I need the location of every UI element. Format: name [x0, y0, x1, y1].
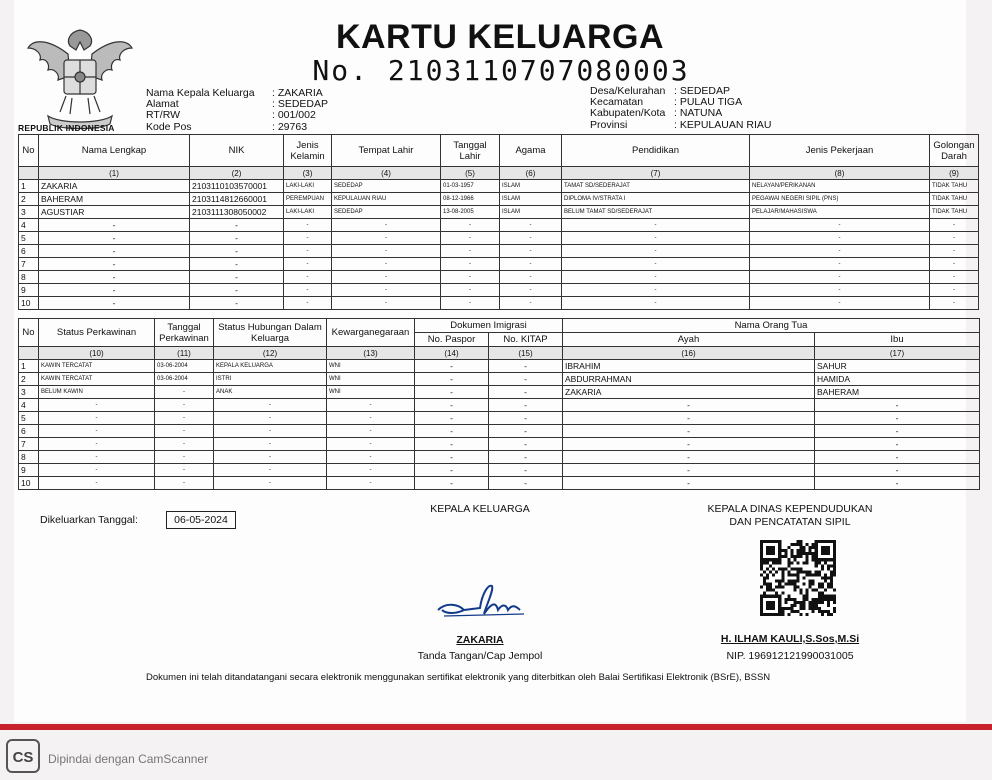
table-cell: - [489, 386, 563, 399]
table-cell: - [332, 284, 441, 297]
row-number: 10 [19, 477, 39, 490]
official-nip: NIP. 196912121990031005 [726, 650, 854, 662]
table-cell: SAHUR [815, 360, 980, 373]
table-row [19, 232, 979, 245]
table-row [19, 399, 980, 412]
field-value: : NATUNA [674, 107, 723, 120]
garuda-emblem-icon [20, 20, 140, 132]
table-cell: - [332, 271, 441, 284]
row-number: 6 [19, 245, 39, 258]
table-cell: - [815, 451, 980, 464]
table-cell: - [39, 399, 155, 412]
table-cell: LAKI-LAKI [284, 180, 332, 193]
table-cell: KEPULAUAN RIAU [332, 193, 441, 206]
field-label: Nama Kepala Keluarga [146, 87, 255, 99]
row-number: 7 [19, 258, 39, 271]
table-row [19, 360, 980, 373]
table-cell: - [39, 412, 155, 425]
field-value: : SEDEDAP [272, 98, 329, 111]
table-cell: ZAKARIA [39, 180, 190, 193]
table-cell: - [441, 297, 500, 310]
family-status-table [18, 318, 980, 490]
table-header-row [19, 135, 979, 167]
table-cell: - [415, 399, 489, 412]
electronic-signature-note: Dokumen ini telah ditandatangani secara elektronik menggunakan sertifikat elektronik yang diterbitkan oleh Balai Sertifikasi Elektronik (BSrE), BSSN [146, 672, 771, 683]
table-cell: WNI [327, 360, 415, 373]
column-header: Tanggal Lahir [441, 135, 500, 167]
official-name: H. ILHAM KAULI,S.Sos,M.Si [720, 633, 860, 645]
column-header: No. Paspor [415, 333, 489, 347]
field-value: : KEPULAUAN RIAU [674, 118, 772, 131]
column-index: (12) [214, 347, 327, 360]
header-field [146, 122, 328, 133]
table-row [19, 412, 980, 425]
row-number: 2 [19, 373, 39, 386]
table-cell: - [815, 399, 980, 412]
table-cell: - [284, 271, 332, 284]
table-cell: - [489, 477, 563, 490]
table-cell: PELAJAR/MAHASISWA [750, 206, 930, 219]
table-cell: LAKI-LAKI [284, 206, 332, 219]
header-field [146, 110, 328, 121]
table-cell: PEGAWAI NEGERI SIPIL (PNS) [750, 193, 930, 206]
document-title: KARTU KELUARGA [335, 18, 665, 56]
table-cell: - [155, 399, 214, 412]
table-cell: - [562, 219, 750, 232]
document-number: No. 2103110707080003 [312, 54, 690, 87]
row-number: 2 [19, 193, 39, 206]
table-cell: - [327, 399, 415, 412]
table-cell: - [930, 284, 979, 297]
head-name: ZAKARIA [456, 634, 504, 646]
column-index: (8) [750, 167, 930, 180]
header-left [146, 88, 328, 133]
row-number: 4 [19, 219, 39, 232]
table-cell: - [489, 360, 563, 373]
table-cell: DIPLOMA IV/STRATA I [562, 193, 750, 206]
table-row [19, 206, 979, 219]
table-cell: - [284, 297, 332, 310]
table-cell: - [190, 219, 284, 232]
column-header: Kewarganegaraan [327, 319, 415, 347]
table-cell: - [415, 464, 489, 477]
table-cell: - [441, 271, 500, 284]
column-header: Nama Lengkap [39, 135, 190, 167]
row-number: 10 [19, 297, 39, 310]
table-cell: - [562, 271, 750, 284]
table-cell: ISLAM [500, 206, 562, 219]
table-cell: - [190, 245, 284, 258]
table-cell: - [190, 297, 284, 310]
table-cell: - [332, 219, 441, 232]
table-row [19, 373, 980, 386]
table-cell: - [750, 245, 930, 258]
row-number: 1 [19, 180, 39, 193]
table-cell: - [190, 284, 284, 297]
table-cell: - [500, 284, 562, 297]
signature-icon [436, 580, 532, 626]
column-header: Tanggal Perkawinan [155, 319, 214, 347]
table-cell: - [489, 438, 563, 451]
issued-label: Dikeluarkan Tanggal: [40, 514, 138, 526]
table-cell: - [415, 451, 489, 464]
table-cell: - [190, 258, 284, 271]
table-cell: KAWIN TERCATAT [39, 373, 155, 386]
column-header: Nama Orang Tua [563, 319, 980, 333]
table-cell: 03-06-2004 [155, 360, 214, 373]
table-cell: 03-06-2004 [155, 373, 214, 386]
table-cell: 2103111308050002 [190, 206, 284, 219]
column-header: Pendidikan [562, 135, 750, 167]
table-row [19, 297, 979, 310]
table-cell: - [489, 464, 563, 477]
table-cell: - [562, 297, 750, 310]
table-cell: HAMIDA [815, 373, 980, 386]
table-row [19, 245, 979, 258]
table-cell: - [563, 477, 815, 490]
table-cell: - [155, 386, 214, 399]
field-value: : 001/002 [272, 109, 316, 122]
table-cell: - [39, 464, 155, 477]
field-label: Kecamatan [590, 96, 644, 109]
column-index: (3) [284, 167, 332, 180]
table-cell: - [214, 399, 327, 412]
table-cell: 2103110103570001 [190, 180, 284, 193]
table-cell: - [489, 451, 563, 464]
table-row [19, 219, 979, 232]
table-cell: - [39, 425, 155, 438]
table-cell: - [214, 451, 327, 464]
table-cell: - [441, 232, 500, 245]
table-row [19, 438, 980, 451]
column-index: (13) [327, 347, 415, 360]
row-number: 3 [19, 386, 39, 399]
column-index: (2) [190, 167, 284, 180]
table-cell: BAHERAM [39, 193, 190, 206]
table-cell: - [441, 284, 500, 297]
column-index: (7) [562, 167, 750, 180]
official-title-line2: DAN PENCATATAN SIPIL [729, 516, 851, 528]
table-cell: NELAYAN/PERIKANAN [750, 180, 930, 193]
table-cell: - [284, 245, 332, 258]
column-index: (14) [415, 347, 489, 360]
table-cell: - [750, 258, 930, 271]
scan-edge-strip [0, 724, 992, 730]
table-cell: - [39, 438, 155, 451]
column-header: Ayah [563, 333, 815, 347]
column-header: Tempat Lahir [332, 135, 441, 167]
table-cell: - [39, 219, 190, 232]
table-cell: - [415, 412, 489, 425]
column-index: (5) [441, 167, 500, 180]
table-cell: - [930, 219, 979, 232]
table-cell: - [327, 412, 415, 425]
table-cell: WNI [327, 373, 415, 386]
table-cell: - [39, 232, 190, 245]
table-row [19, 464, 980, 477]
field-value: : 29763 [272, 120, 308, 133]
row-number: 9 [19, 464, 39, 477]
issued-date: 06-05-2024 [166, 511, 236, 529]
header-field [590, 108, 771, 119]
table-cell: - [332, 232, 441, 245]
table-cell: - [39, 245, 190, 258]
table-cell: BELUM KAWIN [39, 386, 155, 399]
table-cell: - [214, 464, 327, 477]
table-cell: - [563, 412, 815, 425]
table-cell: - [750, 297, 930, 310]
column-header: Jenis Pekerjaan [750, 135, 930, 167]
table-cell: - [563, 451, 815, 464]
table-cell: TIDAK TAHU [930, 206, 979, 219]
table-cell: ISLAM [500, 193, 562, 206]
table-cell: TIDAK TAHU [930, 180, 979, 193]
column-index: (9) [930, 167, 979, 180]
table-cell: 13-08-2005 [441, 206, 500, 219]
table-cell: - [750, 284, 930, 297]
table-cell: ZAKARIA [563, 386, 815, 399]
field-value: : ZAKARIA [272, 87, 323, 99]
table-row [19, 477, 980, 490]
table-cell: - [415, 477, 489, 490]
table-cell: - [563, 464, 815, 477]
column-index: (1) [39, 167, 190, 180]
table-cell: - [815, 477, 980, 490]
table-cell: - [500, 297, 562, 310]
table-cell: - [815, 438, 980, 451]
table-cell: 08-12-1966 [441, 193, 500, 206]
table-cell: - [489, 425, 563, 438]
header-field [590, 120, 771, 131]
table-cell: SEDEDAP [332, 206, 441, 219]
table-cell: - [415, 438, 489, 451]
field-value: : PULAU TIGA [674, 96, 743, 109]
column-index-row [19, 347, 980, 360]
column-header: Jenis Kelamin [284, 135, 332, 167]
table-cell: - [214, 477, 327, 490]
emblem-caption: REPUBLIK INDONESIA [18, 123, 115, 133]
table-cell: KAWIN TERCATAT [39, 360, 155, 373]
table-cell: BAHERAM [815, 386, 980, 399]
table-cell: WNI [327, 386, 415, 399]
table-cell: 2103114812660001 [190, 193, 284, 206]
table-cell: - [39, 258, 190, 271]
table-cell: - [190, 271, 284, 284]
table-cell: - [441, 219, 500, 232]
table-cell: - [500, 219, 562, 232]
table-cell: KEPALA KELUARGA [214, 360, 327, 373]
field-label: Kode Pos [146, 120, 192, 133]
table-cell: - [327, 477, 415, 490]
table-cell: - [155, 425, 214, 438]
head-signature-title: KEPALA KELUARGA [430, 503, 530, 515]
table-cell: - [489, 412, 563, 425]
field-label: Desa/Kelurahan [590, 85, 666, 97]
table-cell: - [214, 438, 327, 451]
column-index: (4) [332, 167, 441, 180]
table-cell: - [39, 477, 155, 490]
table-cell: - [489, 373, 563, 386]
table-row [19, 284, 979, 297]
column-header: Ibu [815, 333, 980, 347]
table-cell: ANAK [214, 386, 327, 399]
table-cell: - [39, 297, 190, 310]
field-label: Kabupaten/Kota [590, 107, 666, 120]
table-cell: ISLAM [500, 180, 562, 193]
table-cell: - [155, 477, 214, 490]
column-header: Status Hubungan Dalam Keluarga [214, 319, 327, 347]
column-header: NIK [190, 135, 284, 167]
field-label: Alamat [146, 98, 179, 111]
table-row [19, 386, 980, 399]
column-header: Status Perkawinan [39, 319, 155, 347]
table-cell: - [500, 245, 562, 258]
table-cell: ABDURRAHMAN [563, 373, 815, 386]
table-cell: IBRAHIM [563, 360, 815, 373]
table-cell: - [750, 271, 930, 284]
column-header: No [19, 319, 39, 347]
table-cell: - [155, 412, 214, 425]
column-header: Dokumen Imigrasi [415, 319, 563, 333]
column-index [19, 167, 39, 180]
table-cell: - [562, 284, 750, 297]
table-row [19, 193, 979, 206]
table-cell: - [415, 386, 489, 399]
table-cell: SEDEDAP [332, 180, 441, 193]
table-cell: - [930, 258, 979, 271]
table-cell: - [284, 219, 332, 232]
table-cell: 01-03-1957 [441, 180, 500, 193]
row-number: 4 [19, 399, 39, 412]
table-cell: - [327, 464, 415, 477]
column-header: Golongan Darah [930, 135, 979, 167]
table-cell: - [562, 245, 750, 258]
official-title-line1: KEPALA DINAS KEPENDUDUKAN [707, 503, 873, 515]
table-cell: - [155, 438, 214, 451]
table-cell: - [415, 360, 489, 373]
table-cell: BELUM TAMAT SD/SEDERAJAT [562, 206, 750, 219]
table-cell: TIDAK TAHU [930, 193, 979, 206]
table-cell: - [327, 438, 415, 451]
row-number: 8 [19, 271, 39, 284]
table-cell: - [327, 451, 415, 464]
table-cell: - [214, 425, 327, 438]
row-number: 6 [19, 425, 39, 438]
qr-code-icon [760, 540, 836, 616]
row-number: 8 [19, 451, 39, 464]
table-cell: TAMAT SD/SEDERAJAT [562, 180, 750, 193]
row-number: 5 [19, 412, 39, 425]
column-index: (15) [489, 347, 563, 360]
table-cell: - [930, 271, 979, 284]
table-cell: - [39, 271, 190, 284]
column-index: (17) [815, 347, 980, 360]
table-row [19, 180, 979, 193]
table-header-row [19, 319, 980, 333]
table-cell: - [489, 399, 563, 412]
row-number: 3 [19, 206, 39, 219]
row-number: 9 [19, 284, 39, 297]
table-cell: - [750, 232, 930, 245]
camscanner-logo-icon: CS [6, 739, 40, 773]
table-cell: - [39, 451, 155, 464]
table-cell: - [190, 232, 284, 245]
table-cell: - [327, 425, 415, 438]
table-cell: - [332, 245, 441, 258]
field-label: Provinsi [590, 118, 628, 131]
table-cell: - [563, 399, 815, 412]
table-cell: - [332, 297, 441, 310]
field-label: RT/RW [146, 109, 181, 122]
column-index: (11) [155, 347, 214, 360]
table-cell: PEREMPUAN [284, 193, 332, 206]
table-cell: - [750, 219, 930, 232]
table-cell: - [562, 232, 750, 245]
head-caption: Tanda Tangan/Cap Jempol [417, 650, 543, 662]
table-row [19, 271, 979, 284]
table-cell: AGUSTIAR [39, 206, 190, 219]
table-cell: - [39, 284, 190, 297]
table-cell: - [155, 464, 214, 477]
table-cell: - [930, 297, 979, 310]
table-cell: - [415, 373, 489, 386]
header-right [590, 86, 771, 131]
table-cell: - [930, 232, 979, 245]
table-cell: - [214, 412, 327, 425]
column-header: No [19, 135, 39, 167]
column-index [19, 347, 39, 360]
table-cell: - [441, 245, 500, 258]
field-value: : SEDEDAP [674, 85, 731, 97]
table-cell: - [815, 464, 980, 477]
table-cell: - [500, 232, 562, 245]
column-header: Agama [500, 135, 562, 167]
row-number: 1 [19, 360, 39, 373]
column-index-row [19, 167, 979, 180]
table-cell: ISTRI [214, 373, 327, 386]
table-cell: - [930, 245, 979, 258]
column-index: (10) [39, 347, 155, 360]
table-cell: - [815, 412, 980, 425]
row-number: 5 [19, 232, 39, 245]
table-cell: - [441, 258, 500, 271]
table-cell: - [500, 258, 562, 271]
table-row [19, 451, 980, 464]
table-cell: - [332, 258, 441, 271]
table-row [19, 425, 980, 438]
table-cell: - [815, 425, 980, 438]
table-cell: - [562, 258, 750, 271]
family-members-table [18, 134, 979, 310]
table-cell: - [155, 451, 214, 464]
row-number: 7 [19, 438, 39, 451]
column-index: (6) [500, 167, 562, 180]
table-cell: - [284, 258, 332, 271]
table-cell: - [415, 425, 489, 438]
scanner-watermark-text: Dipindai dengan CamScanner [48, 752, 209, 766]
table-cell: - [563, 425, 815, 438]
table-cell: - [563, 438, 815, 451]
column-header: No. KITAP [489, 333, 563, 347]
column-index: (16) [563, 347, 815, 360]
table-row [19, 258, 979, 271]
table-cell: - [284, 284, 332, 297]
table-cell: - [500, 271, 562, 284]
table-cell: - [284, 232, 332, 245]
